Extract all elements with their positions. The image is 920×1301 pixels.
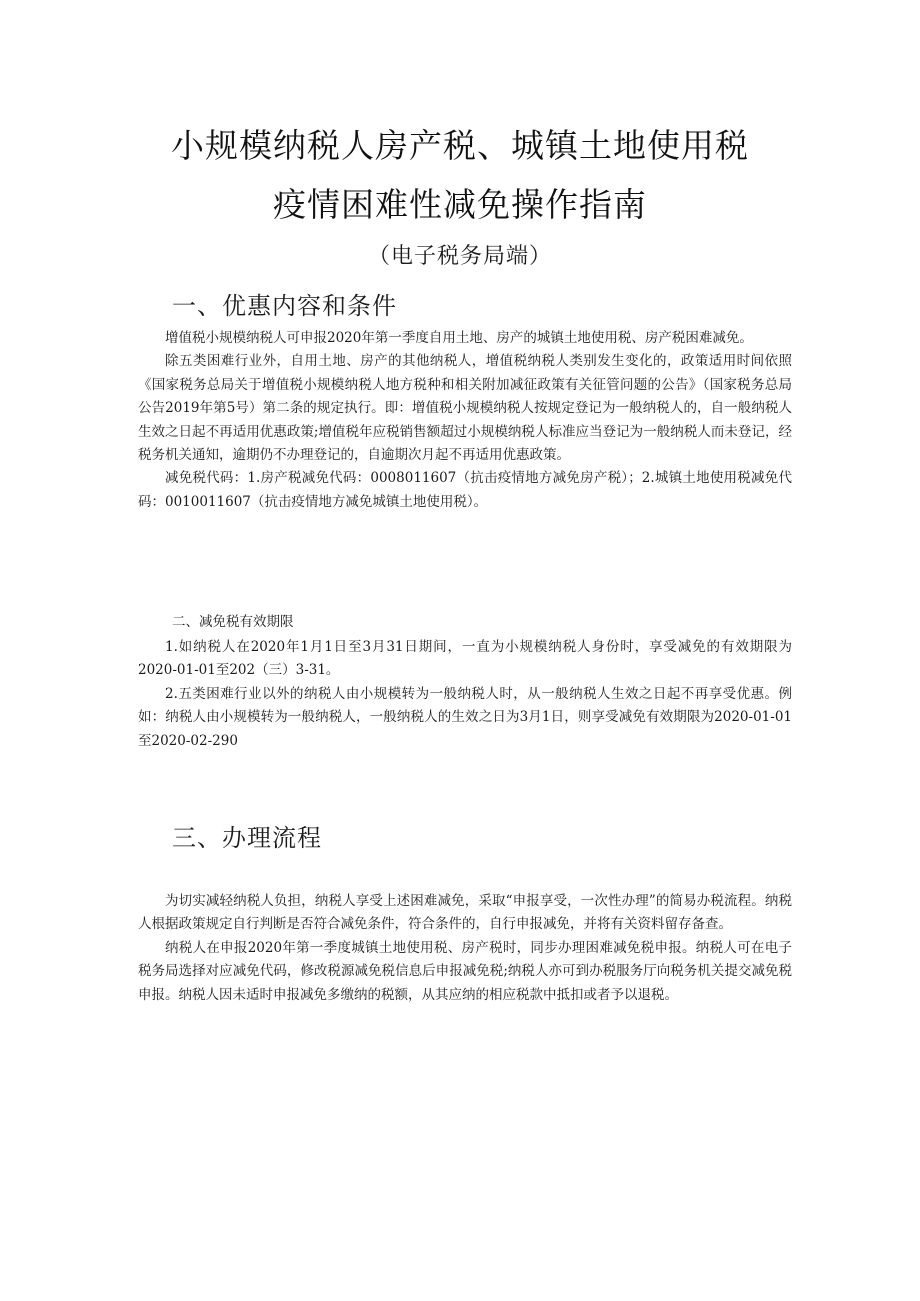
section2-paragraph: 2.五类困难行业以外的纳税人由小规模转为一般纳税人时，从一般纳税人生效之日起不再享受优惠。例如：纳税人由小规模转为一般纳税人，一般纳税人的生效之日为3月1日，则享受减免有效期限为2020-01-01至2020-02-290: [138, 685, 792, 749]
section2-paragraph: 1.如纳税人在2020年1月1日至3月31日期间，一直为小规模纳税人身份时，享受减免的有效期限为2020-01-01至202（三）3-31。: [138, 639, 792, 679]
section1-body: [138, 327, 792, 514]
section3-paragraph: 为切实减轻纳税人负担，纳税人享受上述困难减免，采取“申报享受，一次性办理”的简易办税流程。纳税人根据政策规定自行判断是否符合减免条件，符合条件的，自行申报减免，并将有关资料留存备查。: [138, 893, 792, 933]
section3-paragraph: 纳税人在申报2020年第一季度城镇土地使用税、房产税时，同步办理困难减免税申报。纳税人可在电子税务局选择对应减免代码，修改税源减免税信息后申报减免税;纳税人亦可到办税服务厅向税务机关提交减免税申报。纳税人因未适时申报减免多缴纳的税额，从其应纳的相应税款中抵扣或者予以退税。: [138, 939, 792, 1003]
section1-heading: 一、优惠内容和条件: [172, 292, 397, 320]
section1-paragraph: 除五类困难行业外，自用土地、房产的其他纳税人，增值税纳税人类别发生变化的，政策适用时间依照《国家税务总局关于增值税小规模纳税人地方税种和相关附加减征政策有关征管问题的公告》（国家税务总局公告2019年第5号）第二条的规定执行。即：增值税小规模纳税人按规定登记为一般纳税人的，自一般纳税人生效之日起不再适用优惠政策;增值税年应税销售额超过小规模纳税人标准应当登记为一般纳税人而未登记，经税务机关通知，逾期仍不办理登记的，自逾期次月起不再适用优惠政策。: [138, 353, 792, 464]
document-title-line1: 小规模纳税人房产税、城镇土地使用税: [171, 126, 749, 165]
section2-heading: 二、减免税有效期限: [172, 614, 294, 630]
document-title-line2: 疫情困难性减免操作指南: [273, 185, 647, 224]
section1-paragraph: 减免税代码：1.房产税减免代码：0008011607（抗击疫情地方减免房产税）；2.城镇土地使用税减免代码：0010011607（抗击疫情地方减免城镇土地使用税）。: [138, 470, 792, 510]
section3-body: [138, 890, 792, 1007]
section3-heading: 三、办理流程: [172, 824, 322, 852]
document-subtitle: （电子税务局端）: [367, 244, 552, 269]
section2-body: [138, 636, 792, 753]
section1-paragraph: 增值税小规模纳税人可申报2020年第一季度自用土地、房产的城镇土地使用税、房产税困难减免。: [165, 330, 753, 346]
